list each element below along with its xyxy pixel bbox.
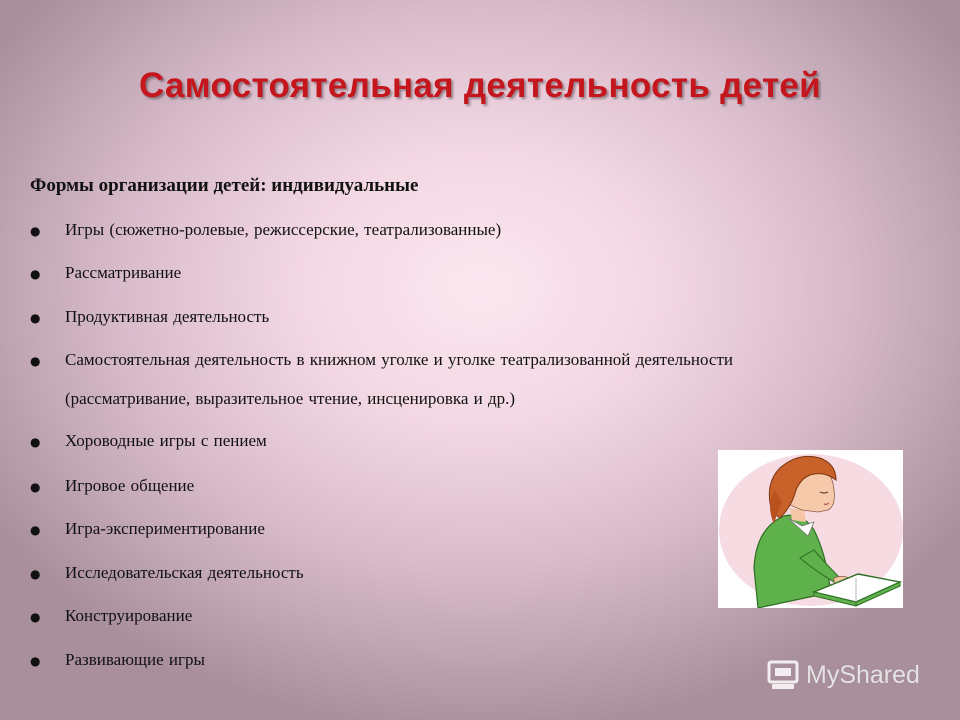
bullet-dot-icon: ● xyxy=(30,435,41,449)
list-item-text: Хороводные игры с пением xyxy=(65,431,267,450)
myshared-watermark xyxy=(766,657,920,693)
bullet-dot-icon: ● xyxy=(30,267,41,281)
list-item-text: Продуктивная деятельность xyxy=(65,307,270,326)
list-item-continuation: (рассматривание, выразительное чтение, инсценировка и др.) xyxy=(65,389,516,408)
bullet-dot-icon: ● xyxy=(30,354,41,368)
list-item-text: Рассматривание xyxy=(65,263,182,282)
girl-reading-book-icon xyxy=(718,450,903,608)
bullet-dot-icon: ● xyxy=(30,523,41,537)
watermark-text: MyShared xyxy=(806,660,920,689)
list-item-text: Развивающие игры xyxy=(65,650,205,669)
myshared-logo-icon xyxy=(766,658,800,692)
list-item-text: Игры (сюжетно-ролевые, режиссерские, театрализованные) xyxy=(65,220,502,239)
bullet-dot-icon: ● xyxy=(30,567,41,581)
bullet-dot-icon: ● xyxy=(30,480,41,494)
bullet-dot-icon: ● xyxy=(30,654,41,668)
list-item-text: Конструирование xyxy=(65,606,193,625)
girl-reading-illustration xyxy=(718,450,903,608)
list-item-text: Игра-экспериментирование xyxy=(65,519,265,538)
list-item-text: Самостоятельная деятельность в книжном уголке и уголке театрализованной деятельности xyxy=(65,350,733,369)
list-item-text: Исследовательская деятельность xyxy=(65,563,304,582)
slide-title: Самостоятельная деятельность детей xyxy=(138,66,822,105)
list-item-text: Игровое общение xyxy=(65,476,195,495)
subheading: Формы организации детей: индивидуальные xyxy=(30,175,419,196)
bullet-dot-icon: ● xyxy=(30,311,41,325)
bullet-dot-icon: ● xyxy=(30,610,41,624)
bullet-dot-icon: ● xyxy=(30,224,41,238)
